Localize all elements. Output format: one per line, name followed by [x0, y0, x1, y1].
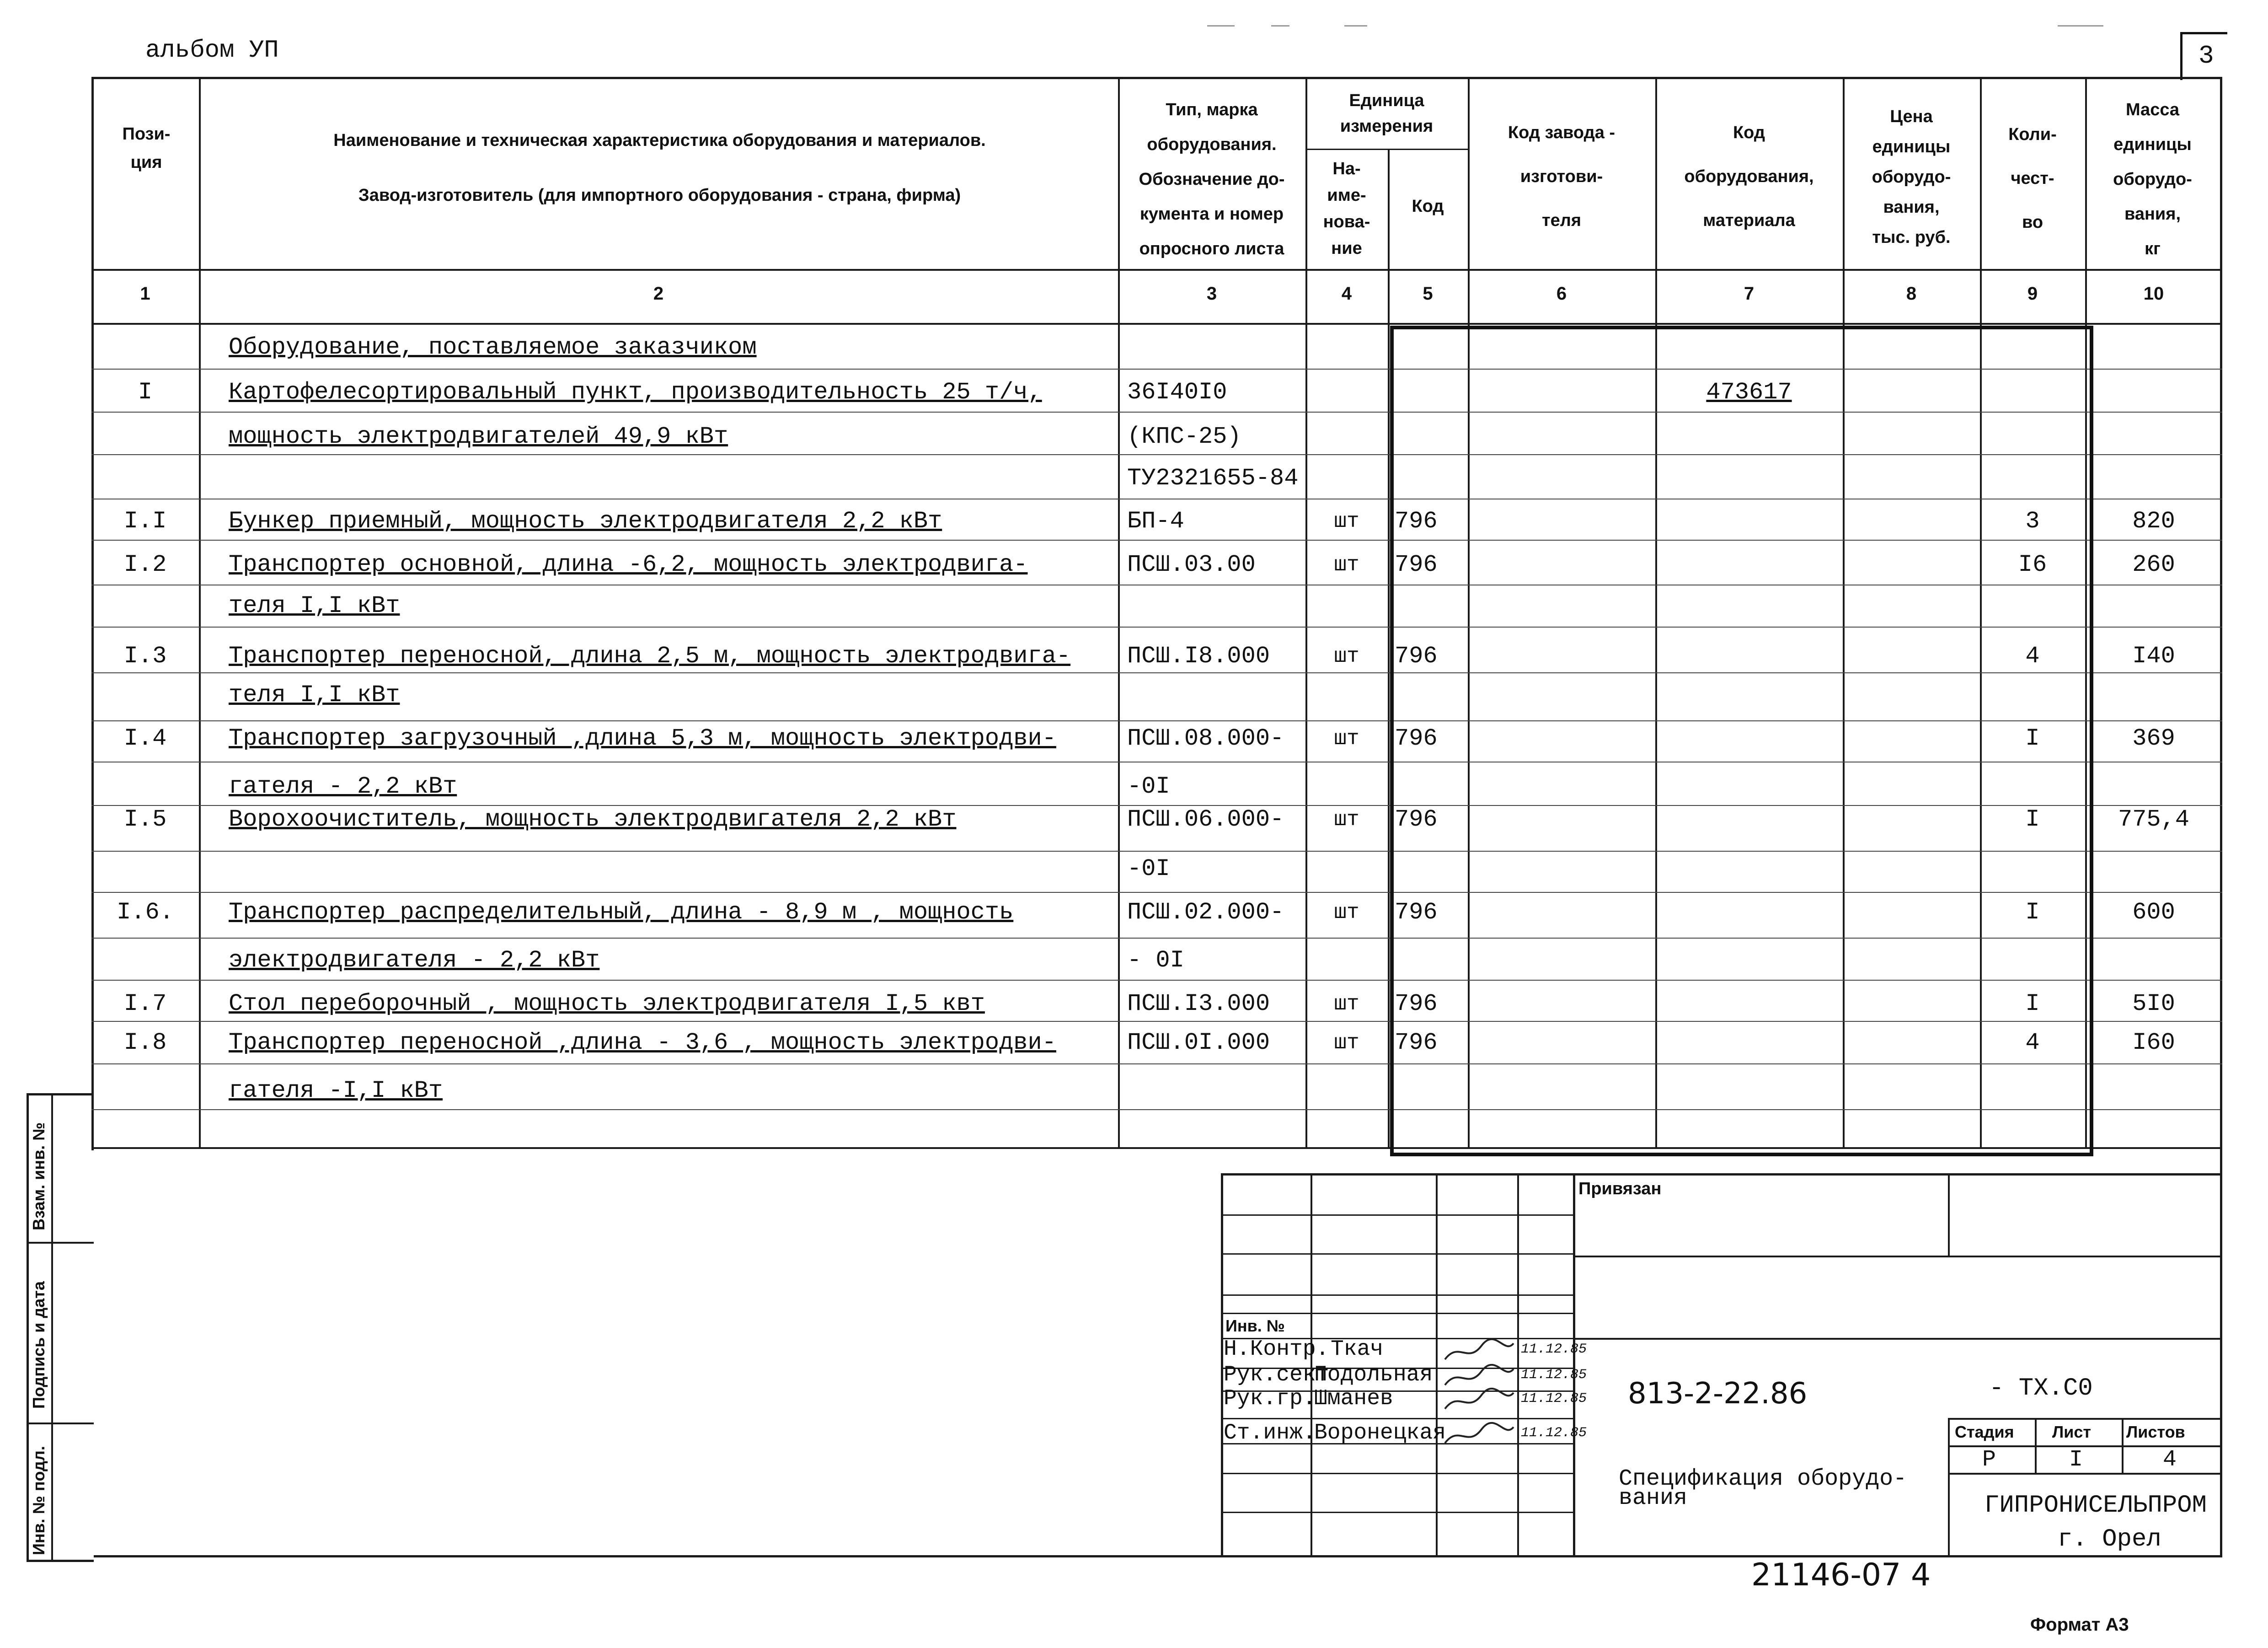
stamp-role: Рук.гр.	[1224, 1386, 1316, 1411]
sheet-label: Лист	[2052, 1423, 2091, 1441]
row-quantity: 4	[2025, 1029, 2040, 1056]
row-position: I.2	[123, 551, 167, 578]
row-type-mark: ПСШ.03.00	[1127, 551, 1256, 578]
header-maker-code: Код завода - изготови- теля	[1508, 123, 1615, 230]
document-title-line1: Спецификация оборудо-	[1619, 1466, 1907, 1492]
archive-number: 21146-07 4	[1751, 1557, 1931, 1593]
row-position: I.4	[123, 725, 167, 752]
row-position: I.3	[123, 643, 167, 670]
row-unit-name: шт	[1334, 510, 1359, 533]
column-number: 6	[1556, 284, 1567, 304]
stamp-name: Воронецкая	[1314, 1421, 1446, 1445]
row-type-mark: -0I	[1127, 773, 1170, 800]
sheets-value: 4	[2163, 1447, 2177, 1473]
stamp-row-divider	[1221, 1473, 1575, 1474]
row-equipment-code: 473617	[1706, 379, 1792, 406]
stamp-row-divider	[1221, 1418, 1575, 1419]
side-label-signature-date: Подпись и дата	[29, 1281, 48, 1409]
row-type-mark: ПСШ.0I.000	[1127, 1029, 1270, 1056]
row-mass: 5I0	[2132, 990, 2175, 1017]
header-type: Тип, марка оборудования. Обозначение до- кумента и номер опросного листа	[1139, 100, 1285, 258]
row-name: Стол переборочный , мощность электродвигателя I,5 квт	[229, 990, 985, 1017]
row-unit-name: шт	[1334, 1031, 1359, 1055]
row-mass: 260	[2132, 551, 2175, 578]
document-title-line2: вания	[1619, 1485, 1688, 1511]
row-name: гателя - 2,2 кВт	[229, 773, 457, 800]
side-label-replaced-inv: Взам. инв. №	[29, 1122, 48, 1230]
column-number: 9	[2027, 284, 2038, 304]
inv-no-label: Инв. №	[1225, 1316, 1285, 1335]
document-suffix: - ТХ.С0	[1989, 1374, 2093, 1402]
header-mass: Масса единицы оборудо- вания, кг	[2113, 100, 2192, 258]
row-quantity: I	[2025, 806, 2040, 833]
stamp-row-divider	[1221, 1313, 1575, 1314]
organization-name: ГИПРОНИСЕЛЬПРОМ	[1984, 1492, 2207, 1519]
stamp-row-divider	[1221, 1214, 1575, 1216]
row-unit-code: 796	[1395, 899, 1438, 926]
row-mass: I40	[2132, 643, 2175, 670]
row-position: I.8	[123, 1029, 167, 1056]
row-type-mark: ПСШ.I8.000	[1127, 643, 1270, 670]
row-name: Транспортер переносной ,длина - 3,6 , мощность электродви-	[229, 1029, 1056, 1056]
row-name: гателя -I,I кВт	[229, 1077, 443, 1104]
row-mass: 600	[2132, 899, 2175, 926]
row-name: Транспортер переносной, длина 2,5 м, мощность электродвига-	[229, 643, 1071, 670]
stamp-name: Подольная	[1314, 1363, 1433, 1387]
header-position: Пози- ция	[122, 124, 171, 172]
header-unit: Единица измерения	[1340, 91, 1434, 136]
column-number: 10	[2143, 284, 2164, 304]
row-quantity: I	[2025, 725, 2040, 752]
stamp-date: 11.12.85	[1521, 1425, 1587, 1441]
stamp-row-divider	[1221, 1253, 1575, 1255]
row-name: Ворохоочиститель, мощность электродвигателя 2,2 кВт	[229, 806, 957, 833]
row-unit-name: шт	[1334, 901, 1359, 924]
stamp-row-divider	[1221, 1512, 1575, 1513]
sheet-value: I	[2069, 1447, 2083, 1473]
row-name: электродвигателя - 2,2 кВт	[229, 947, 600, 974]
column-number: 8	[1906, 284, 1917, 304]
header-equipment-code: Код оборудования, материала	[1684, 123, 1814, 230]
row-type-mark: ТУ2321655-84	[1127, 465, 1299, 492]
row-quantity: I	[2025, 990, 2040, 1017]
row-unit-code: 796	[1395, 990, 1438, 1017]
stamp-date: 11.12.85	[1521, 1342, 1587, 1357]
header-unit-code: Код	[1412, 197, 1444, 216]
stamp-name: Ткач	[1331, 1337, 1384, 1362]
side-label-original-inv: Инв. № подл.	[29, 1446, 48, 1555]
column-number: 4	[1341, 284, 1352, 304]
row-mass: 369	[2132, 725, 2175, 752]
stamp-name: Шманев	[1314, 1386, 1393, 1411]
row-type-mark: ПСШ.06.000-	[1127, 806, 1284, 833]
row-unit-code: 796	[1395, 643, 1438, 670]
signature-scribble	[1440, 1420, 1518, 1452]
row-unit-name: шт	[1334, 644, 1359, 668]
row-position: I.I	[123, 508, 167, 535]
column-number: 2	[653, 284, 664, 304]
row-name: теля I,I кВт	[229, 682, 400, 709]
row-quantity: I	[2025, 899, 2040, 926]
row-name: Транспортер загрузочный ,длина 5,3 м, мощность электродви-	[229, 725, 1056, 752]
row-type-mark: ПСШ.I3.000	[1127, 990, 1270, 1017]
album-label: альбом УП	[145, 37, 279, 64]
document-code: 813-2-22.86	[1628, 1377, 1808, 1411]
row-type-mark: (КПС-25)	[1127, 423, 1241, 450]
row-type-mark: 36I40I0	[1127, 379, 1227, 406]
column-number: 1	[140, 284, 150, 304]
row-type-mark: ПСШ.08.000-	[1127, 725, 1284, 752]
privyazan-label: Привязан	[1578, 1179, 1662, 1198]
row-name: Оборудование, поставляемое заказчиком	[229, 334, 757, 361]
row-quantity: I6	[2018, 551, 2047, 578]
header-name-line1: Наименование и техническая характеристика оборудования и материалов.	[333, 131, 986, 150]
row-position: I.7	[123, 990, 167, 1017]
row-position: I.6.	[117, 899, 174, 926]
row-name: Картофелесортировальный пункт, производительность 25 т/ч,	[229, 379, 1042, 406]
signature-scribble	[1440, 1386, 1518, 1418]
row-unit-code: 796	[1395, 725, 1438, 752]
row-mass: 775,4	[2118, 806, 2190, 833]
row-name: теля I,I кВт	[229, 592, 400, 619]
row-unit-name: шт	[1334, 992, 1359, 1016]
row-mass: I60	[2132, 1029, 2175, 1056]
header-name-line2: Завод-изготовитель (для импортного оборудования - страна, фирма)	[358, 186, 961, 205]
sheets-label: Листов	[2126, 1423, 2185, 1441]
stage-label: Стадия	[1955, 1423, 2014, 1441]
header-quantity: Коли- чест- во	[2008, 125, 2057, 232]
stamp-role: Н.Контр.	[1224, 1337, 1329, 1362]
row-position: I.5	[123, 806, 167, 833]
column-number: 7	[1744, 284, 1754, 304]
row-unit-code: 796	[1395, 1029, 1438, 1056]
format-label: Формат А3	[2030, 1615, 2129, 1635]
row-name: Транспортер основной, длина -6,2, мощность электродвига-	[229, 551, 1028, 578]
stamp-role: Рук.сект	[1224, 1363, 1329, 1387]
row-quantity: 4	[2025, 643, 2040, 670]
stage-value: Р	[1982, 1447, 1996, 1473]
row-quantity: 3	[2025, 508, 2040, 535]
row-type-mark: - 0I	[1127, 947, 1184, 974]
sheet-corner-number: 3	[2198, 41, 2214, 70]
row-position: I	[138, 379, 153, 406]
stamp-row-divider	[1221, 1294, 1575, 1296]
header-price: Цена единицы оборудо- вания, тыс. руб.	[1872, 107, 1951, 247]
column-number: 3	[1206, 284, 1217, 304]
row-unit-code: 796	[1395, 806, 1438, 833]
row-unit-code: 796	[1395, 551, 1438, 578]
row-unit-name: шт	[1334, 808, 1359, 832]
row-name: Бункер приемный, мощность электродвигателя 2,2 кВт	[229, 508, 942, 535]
header-unit-name: На- име- нова- ние	[1323, 159, 1370, 258]
organization-city: г. Орел	[2058, 1525, 2161, 1553]
stamp-date: 11.12.85	[1521, 1391, 1587, 1406]
row-unit-name: шт	[1334, 727, 1359, 751]
column-number: 5	[1423, 284, 1433, 304]
stamp-role: Ст.инж.	[1224, 1421, 1316, 1445]
row-type-mark: БП-4	[1127, 508, 1184, 535]
row-unit-name: шт	[1334, 553, 1359, 577]
row-mass: 820	[2132, 508, 2175, 535]
column-divider	[199, 77, 201, 1149]
row-name: Транспортер распределительный, длина - 8,9 м , мощность	[229, 899, 1014, 926]
row-type-mark: ПСШ.02.000-	[1127, 899, 1284, 926]
row-name: мощность электродвигателей 49,9 кВт	[229, 423, 728, 450]
stamp-date: 11.12.85	[1521, 1367, 1587, 1383]
row-unit-code: 796	[1395, 508, 1438, 535]
row-type-mark: -0I	[1127, 855, 1170, 882]
